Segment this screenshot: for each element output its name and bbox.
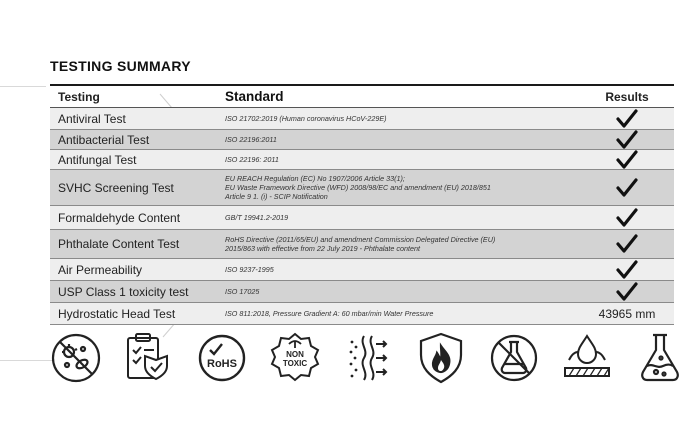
standard-text xyxy=(225,213,580,222)
result-value: 43965 mm xyxy=(598,306,656,321)
table-row xyxy=(50,303,674,325)
table-row xyxy=(50,150,674,170)
test-name: Hydrostatic Head Test xyxy=(58,306,176,321)
table-row xyxy=(50,130,674,150)
standard-line: EU REACH Regulation (EC) No 1907/2006 Article 33(1); xyxy=(225,174,405,183)
testing-table xyxy=(50,84,674,325)
check-icon xyxy=(580,282,674,302)
test-name: Antibacterial Test xyxy=(58,132,150,147)
standard-text xyxy=(225,287,580,296)
standard-line: GB/T 19941.2-2019 xyxy=(225,213,289,222)
standard-text xyxy=(225,135,580,144)
standard-text xyxy=(225,174,580,201)
non-toxic-line2: TOXIC xyxy=(282,359,308,368)
certification-icons xyxy=(50,330,680,390)
standard-text xyxy=(225,265,580,274)
standard-line: ISO 21702:2019 (Human coronavirus HCoV-229E) xyxy=(225,114,387,123)
standard-text xyxy=(225,235,580,253)
standard-line: ISO 22196:2011 xyxy=(225,135,277,144)
standard-text xyxy=(225,114,580,123)
table-body xyxy=(50,108,674,325)
header-results: Results xyxy=(605,89,649,104)
lab-flask-icon xyxy=(634,330,686,386)
standard-line: RoHS Directive (2011/65/EU) and amendment Commission Delegated Directive (EU) xyxy=(225,235,496,244)
table-row xyxy=(50,259,674,281)
test-name: SVHC Screening Test xyxy=(58,180,174,195)
standard-line: 2015/863 with effective from 22 July 2019 - Phthalate content xyxy=(225,244,420,253)
test-name: Antiviral Test xyxy=(58,111,126,126)
standard-line: Article 9 1. (i) - SCIP Notification xyxy=(225,192,328,201)
check-icon xyxy=(580,260,674,280)
table-row xyxy=(50,230,674,259)
standard-line: ISO 17025 xyxy=(225,287,260,296)
standard-line: EU Waste Framework Directive (WFD) 2008/98/EC and amendment (EU) 2018/851 xyxy=(225,183,491,192)
standard-text xyxy=(225,155,580,164)
standard-line: ISO 22196: 2011 xyxy=(225,155,279,164)
table-row xyxy=(50,206,674,230)
non-toxic-icon xyxy=(269,330,321,386)
rohs-label: RoHS xyxy=(207,358,237,370)
table-row xyxy=(50,170,674,206)
test-name: Air Permeability xyxy=(58,262,143,277)
standard-line: ISO 9237-1995 xyxy=(225,265,274,274)
water-drop-fabric-icon xyxy=(561,330,613,386)
check-icon xyxy=(580,130,674,150)
standard-text xyxy=(225,309,580,318)
table-row xyxy=(50,281,674,303)
non-toxic-line1: NON xyxy=(286,350,304,359)
air-permeability-icon xyxy=(342,330,394,386)
test-name: Formaldehyde Content xyxy=(58,210,181,225)
standard-line: ISO 811:2018, Pressure Gradient A: 60 mbar/min Water Pressure xyxy=(225,309,434,318)
table-header xyxy=(50,86,674,108)
certificate-clipboard-shield-icon xyxy=(123,330,175,386)
virus-bacteria-crossed-icon xyxy=(50,330,102,386)
table-row xyxy=(50,108,674,130)
test-name: Antifungal Test xyxy=(58,152,137,167)
check-icon xyxy=(580,109,674,129)
page-title: TESTING SUMMARY xyxy=(50,58,191,74)
check-icon xyxy=(580,234,674,254)
test-name: Phthalate Content Test xyxy=(58,237,180,251)
check-icon xyxy=(580,150,674,170)
test-name: USP Class 1 toxicity test xyxy=(58,284,189,299)
no-flask-icon xyxy=(488,330,540,386)
check-icon xyxy=(580,208,674,228)
header-standard: Standard xyxy=(225,89,284,104)
flame-shield-icon xyxy=(415,330,467,386)
header-testing: Testing xyxy=(58,89,100,104)
rohs-icon xyxy=(196,330,248,386)
check-icon xyxy=(580,178,674,198)
